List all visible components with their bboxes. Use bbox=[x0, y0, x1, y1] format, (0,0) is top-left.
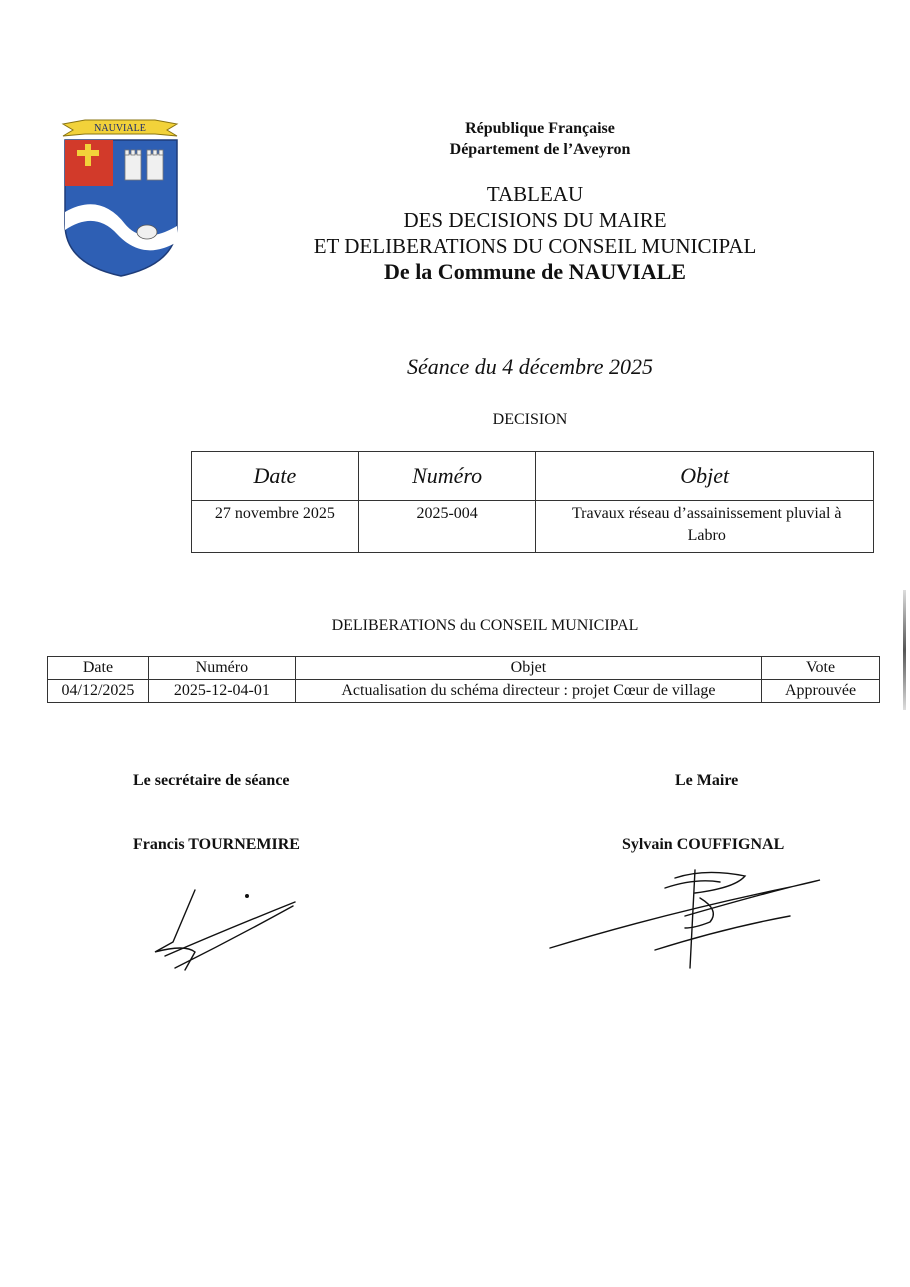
republic-label: République Française bbox=[465, 120, 615, 137]
crest-banner-text: NAUVIALE bbox=[94, 123, 146, 134]
mayor-role: Le Maire bbox=[675, 772, 739, 789]
decision-table bbox=[191, 451, 874, 553]
delib-col-objet: Objet bbox=[295, 657, 761, 680]
decision-col-date: Date bbox=[192, 452, 359, 501]
hare-head-icon bbox=[137, 225, 157, 239]
header-block bbox=[390, 118, 690, 160]
secretary-signature bbox=[145, 882, 305, 977]
decision-col-objet: Objet bbox=[536, 452, 874, 501]
decision-header-row bbox=[192, 452, 874, 501]
secretary-name: Francis TOURNEMIRE bbox=[133, 836, 300, 853]
delib-vote: Approuvée bbox=[762, 680, 880, 703]
delib-col-vote: Vote bbox=[762, 657, 880, 680]
mayor-name: Sylvain COUFFIGNAL bbox=[622, 836, 785, 853]
deliberations-table bbox=[47, 656, 880, 703]
table-row bbox=[48, 680, 880, 703]
crest-banner bbox=[63, 120, 177, 136]
delib-objet: Actualisation du schéma directeur : projet Cœur de village bbox=[295, 680, 761, 703]
deliberations-heading: DELIBERATIONS du CONSEIL MUNICIPAL bbox=[331, 617, 639, 634]
mayor-signature bbox=[545, 858, 830, 973]
seance-date: Séance du 4 décembre 2025 bbox=[407, 354, 653, 379]
delib-date: 04/12/2025 bbox=[48, 680, 149, 703]
secretary-role: Le secrétaire de séance bbox=[133, 772, 290, 789]
nauviale-coat-of-arms bbox=[55, 114, 185, 279]
delib-numero: 2025-12-04-01 bbox=[148, 680, 295, 703]
decision-objet: Travaux réseau d’assainissement pluvial à Labro bbox=[536, 501, 874, 553]
decision-col-numero: Numéro bbox=[358, 452, 536, 501]
title-line-1: TABLEAU bbox=[486, 182, 584, 206]
deliberations-header-row bbox=[48, 657, 880, 680]
delib-col-numero: Numéro bbox=[148, 657, 295, 680]
title-line-3: ET DELIBERATIONS DU CONSEIL MUNICIPAL bbox=[313, 234, 757, 258]
title-line-2: DES DECISIONS DU MAIRE bbox=[403, 208, 667, 232]
decision-date: 27 novembre 2025 bbox=[192, 501, 359, 553]
decision-numero: 2025-004 bbox=[358, 501, 536, 553]
title-line-4: De la Commune de NAUVIALE bbox=[384, 259, 686, 284]
table-row bbox=[192, 501, 874, 553]
document-title bbox=[235, 181, 835, 285]
delib-col-date: Date bbox=[48, 657, 149, 680]
department-label: Département de l’Aveyron bbox=[449, 141, 631, 158]
scan-edge-shadow bbox=[903, 590, 906, 710]
decision-heading: DECISION bbox=[492, 411, 568, 428]
